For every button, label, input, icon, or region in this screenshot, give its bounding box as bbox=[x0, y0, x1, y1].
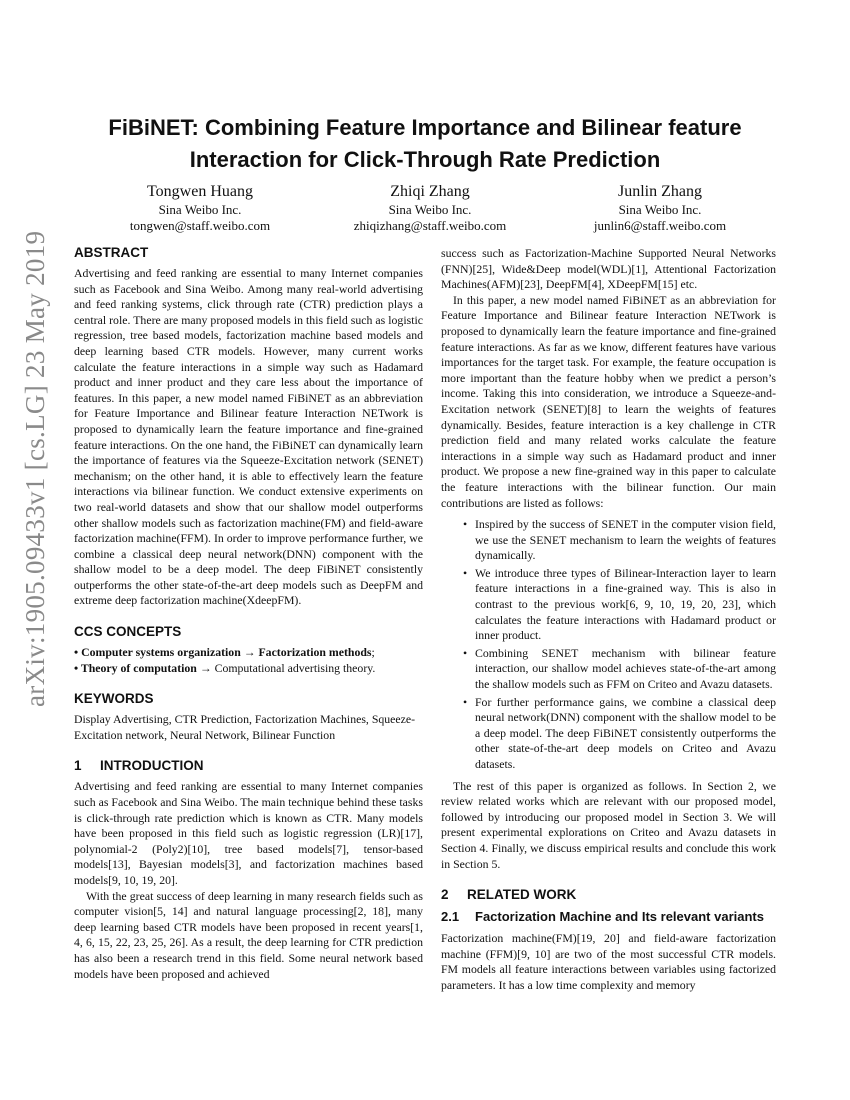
paper-title bbox=[60, 112, 790, 176]
title-line-2: Interaction for Click-Through Rate Prediction bbox=[189, 147, 661, 172]
intro-paragraph-2: With the great success of deep learning in many research fields such as computer vision[5, 14] and natural language processing[2, 18], many deep learning based CTR models have been proposed in recent years[1, 4, 6, 15, 22, 23, 25, 26]. As a result, the deep learning for CTR prediction has also been a research trend in this field. Some neural network based models have been proposed and achieved bbox=[74, 888, 423, 981]
contribution-text: Combining SENET mechanism with bilinear feature interaction, our shallow model achieves state-of-the-art among the shallow models such as FFM on Criteo and Avazu datasets. bbox=[475, 645, 776, 692]
author-name: Tongwen Huang bbox=[147, 183, 253, 200]
author-name: Zhiqi Zhang bbox=[390, 183, 470, 200]
author-1 bbox=[80, 182, 320, 234]
author-email[interactable]: junlin6@staff.weibo.com bbox=[593, 218, 727, 233]
author-email[interactable]: zhiqizhang@staff.weibo.com bbox=[353, 218, 507, 233]
contribution-text: Inspired by the success of SENET in the computer vision field, we use the SENET mechanism to learn the weights of features dynamically. bbox=[475, 517, 776, 563]
ccs-concept-1-rest: ; bbox=[371, 645, 375, 660]
author-affiliation: Sina Weibo Inc. bbox=[158, 202, 242, 217]
abstract-heading: ABSTRACT bbox=[74, 245, 149, 260]
introduction-heading bbox=[74, 757, 423, 775]
author-name: Junlin Zhang bbox=[618, 183, 702, 200]
author-2 bbox=[310, 182, 550, 234]
section-number: 2 bbox=[441, 887, 449, 903]
ccs-concept-2-bold: • Theory of computation bbox=[74, 660, 197, 675]
subsection-title: Factorization Machine and Its relevant variants bbox=[475, 909, 764, 925]
abstract-text: Advertising and feed ranking are essential to many Internet companies such as Facebook and Sina Weibo. Among many real-world advertising and feed ranking systems, click through rate (CTR) prediction plays a central role. There are many proposed models in this field such as logistic regression, tree based models, factorization machine based models and deep learning based CTR models. However, many current works calculate the feature interactions in a simple way such as Hadamard product and inner product and they care less about the importance of features. In this paper, a new model named FiBiNET as an abbreviation for Feature Importance and Bilinear feature Interaction NETwork is proposed to dynamically learn the feature importance and fine-grained feature interactions. On the one hand, the FiBiNET can dynamically learn the importance of features via the Squeeze-Excitation network (SENET) mechanism; on the other hand, it is able to effectively learn the feature interactions via bilinear function. We conduct extensive experiments on two real-world datasets and show that our shallow model outperforms other shallow models such as factorization machine(FM) and field-aware factorization machine(FFM). In order to improve performance further, we combine a classical deep neural network(DNN) component with the shallow model to be a deep model. The deep FiBiNET consistently outperforms the other state-of-the-art deep models such as DeepFM and extreme deep factorization machine(XdeepFM). bbox=[74, 266, 423, 608]
intro-paragraph-3: In this paper, a new model named FiBiNET as an abbreviation for Feature Importance and Bilinear feature Interaction NETwork is proposed to dynamically learn the feature importance and fine-grained feature interactions. As far as we know, different features have various importances for the target task. For example, the feature occupation is more important than the feature hobby when we predict a person’s income. Taking this into consideration, we introduce a Squeeze-and-Excitation network (SENET)[8] to learn the weights of features dynamically. Besides, feature interaction is a key challenge in CTR prediction field and many related works calculate the feature interactions in a simple way such as Hadamard product and inner product. We propose a new fine-grained way in this paper to calculate the feature interactions with the bilinear function. Our main contributions are listed as follows: bbox=[441, 292, 776, 510]
ccs-concept-1-bold: • Computer systems organization → Factorization methods bbox=[74, 645, 372, 660]
list-item bbox=[463, 565, 776, 644]
title-line-1: FiBiNET: Combining Feature Importance and Bilinear feature bbox=[108, 115, 742, 140]
subsection-number: 2.1 bbox=[441, 909, 460, 925]
related-work-heading bbox=[441, 886, 776, 904]
left-column bbox=[74, 244, 423, 982]
keywords-heading: KEYWORDS bbox=[74, 691, 154, 707]
right-column bbox=[441, 246, 776, 994]
intro-paragraph-1: Advertising and feed ranking are essential to many Internet companies such as Facebook and Sina Weibo. The main technique behind these tasks is click-through rate prediction which is known as CTR. Many models have been proposed in this field such as logistic regression (LR)[17], polynomial-2 (Poly2)[10], tree based models[7], tensor-based models[13], Bayesian models[3], and factorization machines based models[9, 10, 19, 20]. bbox=[74, 779, 423, 887]
ccs-heading: CCS CONCEPTS bbox=[74, 624, 182, 640]
section-number: 1 bbox=[74, 758, 82, 774]
author-affiliation: Sina Weibo Inc. bbox=[388, 202, 472, 217]
list-item bbox=[463, 694, 776, 773]
author-affiliation: Sina Weibo Inc. bbox=[618, 202, 702, 217]
section-title: RELATED WORK bbox=[467, 887, 577, 903]
contribution-text: For further performance gains, we combine a classical deep neural network(DNN) component with the shallow model to be a deep model. The deep FiBiNET consistently outperforms the other state-of-the-art deep models on Criteo and Avazu datasets. bbox=[475, 694, 776, 771]
related-paragraph-1: Factorization machine(FM)[19, 20] and field-aware factorization machine (FFM)[9, 10] are two of the most successful CTR models. FM models all feature interactions between variables using factorized parameters. It has a low time complexity and memory bbox=[441, 931, 776, 992]
ccs-concept-2-rest: → Computational advertising theory. bbox=[196, 660, 376, 675]
bullet: • bbox=[463, 565, 468, 580]
contribution-text: We introduce three types of Bilinear-Interaction layer to learn feature interactions in a fine-grained way. This is also in contrast to the previous work[6, 9, 10, 19, 20, 23], which calculates the feature interactions with Hadamard product or inner product. bbox=[475, 565, 776, 643]
bullet: • bbox=[463, 645, 468, 660]
intro-paragraph-continued: success such as Factorization-Machine Supported Neural Networks (FNN)[25], Wide&Deep model(WDL)[1], Attentional Factorization Machines(AFM)[23], DeepFM[4], XDeepFM[15] etc. bbox=[441, 246, 776, 292]
section-title: INTRODUCTION bbox=[100, 758, 204, 774]
subsection-heading bbox=[441, 908, 776, 925]
ccs-concept-2 bbox=[74, 661, 423, 677]
keywords-text: Display Advertising, CTR Prediction, Factorization Machines, Squeeze-Excitation network, Neural Network, Bilinear Function bbox=[74, 712, 416, 742]
ccs-concept-1 bbox=[74, 645, 423, 661]
author-email[interactable]: tongwen@staff.weibo.com bbox=[129, 218, 271, 233]
author-3 bbox=[540, 182, 780, 234]
author-block bbox=[80, 182, 780, 238]
bullet: • bbox=[463, 517, 468, 532]
list-item bbox=[463, 645, 776, 693]
contributions-list bbox=[441, 517, 776, 773]
bullet: • bbox=[463, 694, 468, 709]
intro-paragraph-4: The rest of this paper is organized as follows. In Section 2, we review related works which are relevant with our proposed model, followed by introducing our proposed model in Section 3. We will present experimental explorations on Criteo and Avazu datasets in Section 4. Finally, we discuss empirical results and conclude this work in Section 5. bbox=[441, 778, 776, 871]
list-item bbox=[463, 517, 776, 564]
arxiv-stamp: arXiv:1905.09433v1 [cs.LG] 23 May 2019 bbox=[20, 230, 50, 707]
